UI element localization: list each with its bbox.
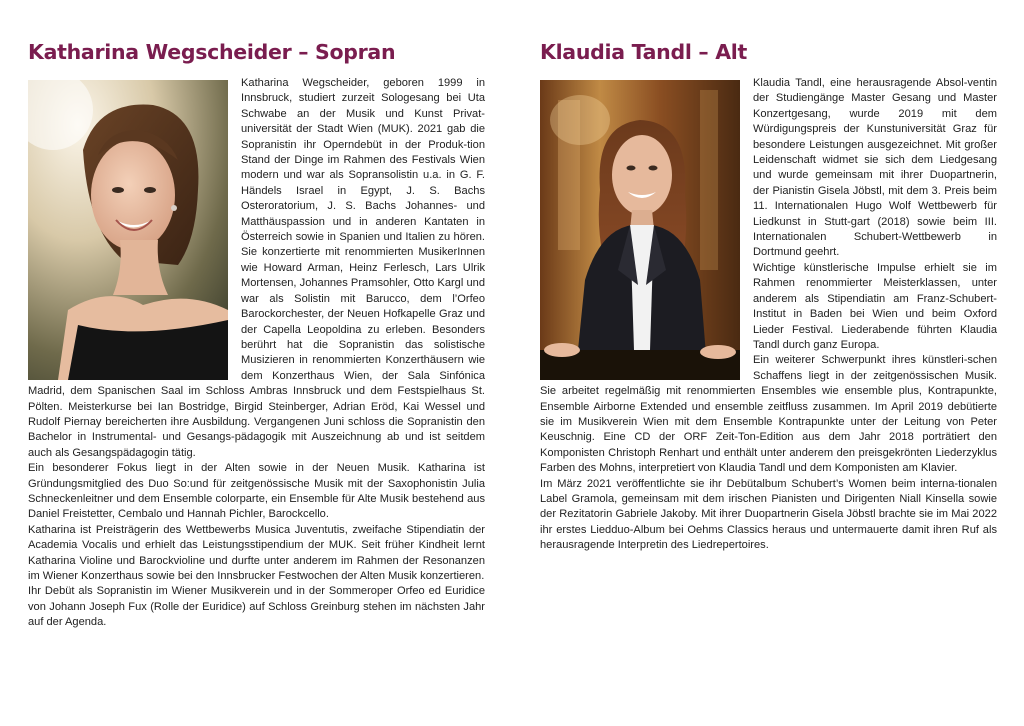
bio-paragraph: Katharina Wegscheider, geboren 1999 in Innsbruck, studiert zurzeit Sologesang bei Uta Schwabe an der Musik und Kunst Privat-universität der Stadt Wien (MUK). 2021 gab die Sopranistin ihr Operndebüt in der Produk-tion Stand der Dinge im Rahmen des Festivals Wien modern und war als Sopransolistin u.a. in G. F. Händels Israel in Egypt, J. S. Bachs Osteroratorium, J. S. Bachs Johannes- und Matthäuspassion und in anderen Kantaten in Österreich sowie in Spanien und Italien zu hören. Sie konzertierte mit renommierten MusikerInnen wie Howard Arman, Heinz Ferlesch, Lars Ulrik Mortensen, Johannes Pramsohler, Otto Kargl und war als Solistin mit Barucco, dem l’Orfeo Barockorchester, der Neuen Hofkapelle Graz und der Capella Leopoldina zu erleben. Besonders berührt hat die Sopranistin das solistische Musizieren in renommierten Konzerthäusern wie dem Konzerthaus Wien, der Sala Sinfónica Madrid, dem Spanischen Saal im Schloss Ambras Innsbruck und dem Festspielhaus St. Pölten. Meisterkurse bei Ian Bostridge, Birgid Steinberger, Adrian Eröd, Kai Wessel und Rudolf Piernay bereicherten ihre Ausbildung. Vergangenen Juni schloss die Sopranistin den Bachelor in Instrumental- und Gesangs-pädagogik mit Auszeichnung ab und ist seitdem auch als Gesangspädagogin tätig.	[28, 77, 485, 459]
portrait-klaudia-tandl	[540, 80, 740, 380]
bio-paragraph: Ihr Debüt als Sopranistin im Wiener Musikverein und in der Sommeroper Orfeo ed Euridice von Johann Joseph Fux (Rolle der Euridice) auf Schloss Greinburg stehen im nächsten Jahr auf der Agenda.	[28, 585, 485, 629]
bio-text-left	[28, 76, 485, 631]
portrait-katharina-wegscheider	[28, 80, 228, 380]
heading-klaudia-tandl: Klaudia Tandl – Alt	[540, 40, 747, 64]
bio-paragraph: Ein besonderer Fokus liegt in der Alten sowie in der Neuen Musik. Katharina ist Gründungsmitglied des Duo So:und für zeitgenössische Musik mit der Saxophonistin Julia Schneckenleitner und dem Ensemble colorparte, ein Ensemble für Alte Musik bestehend aus Daniel Freistetter, Cembalo und Hannah Pichler, Barockcello.	[28, 462, 485, 521]
bio-paragraph: Im März 2021 veröffentlichte sie ihr Debütalbum Schubert’s Women beim interna-tionalen Label Gramola, gemeinsam mit dem irischen Pianisten und Dirigenten Niall Kinsella sowie der Rezitatorin Gabriele Jakoby. Mit ihrer Duopartnerin Gisela Jöbstl brachte sie im Mai 2022 ihr erstes Liedduo-Album bei Oehms Classics heraus und untermauerte damit ihren Ruf als herausragende Interpretin des Liedrepertoires.	[540, 477, 997, 552]
bio-paragraph: Wichtige künstlerische Impulse erhielt sie im Rahmen renommierter Meisterklassen, unter anderem als Stipendiatin am Franz-Schubert-Institut in Baden bei Wien und beim Oxford Lieder Festival. Liederabende führten Klaudia Tandl durch ganz Europa.	[753, 261, 997, 351]
bio-text-right	[540, 76, 997, 554]
bio-paragraph: Klaudia Tandl, eine herausragende Absol-ventin der Studiengänge Master Gesang und Master Konzertgesang, wurde 2019 mit dem Würdigungspreis der Kunstuniversität Graz für besondere Leistungen ausgezeichnet. Mit großer Leidenschaft widmet sie sich dem Liedgesang und wurde gemeinsam mit ihrer Duopartnerin, der Pianistin Gisela Jöbstl, mit dem 3. Preis beim 11. Internationalen Hugo Wolf Wettbewerb für Liedkunst in Stutt-gart (2018) sowie beim III. Internationalen Schubert-Wettbewerb in Dortmund geehrt.	[753, 77, 997, 259]
bio-paragraph: Katharina ist Preisträgerin des Wettbewerbs Musica Juventutis, zweifache Stipendiatin der Academia Vocalis und erhielt das Leistungsstipendium der MUK. Seit früher Kindheit lernt Katharina Violine und Barockvioline und durfte unter anderem im Rahmen der Resonanzen im Wiener Konzerthaus sowie bei den Innsbrucker Festwochen der Alten Musik konzertieren.	[28, 523, 485, 582]
bio-paragraph: Ein weiterer Schwerpunkt ihres künstleri-schen Schaffens liegt in der zeitgenössischen Musik. Sie arbeitet regelmäßig mit renommierten Ensembles wie ensemble plus, Kontrapunkte, Ensemble Airborne Extended und ensemble zeitfluss zusammen. Im April 2019 debütierte sie im Musikverein Wien mit dem Ensemble Kontrapunkte unter der Leitung von Peter Keuschnig. Eine CD der ORF Zeit-Ton-Edition aus dem Jahr 2018 porträtiert den Komponisten Christoph Renhart und enthält unter anderem den preisgekrönten Liederzyklus Farben des Mohns, interpretiert von Klaudia Tandl und dem Komponisten am Klavier.	[540, 354, 997, 475]
heading-katharina-wegscheider: Katharina Wegscheider – Sopran	[28, 40, 396, 64]
